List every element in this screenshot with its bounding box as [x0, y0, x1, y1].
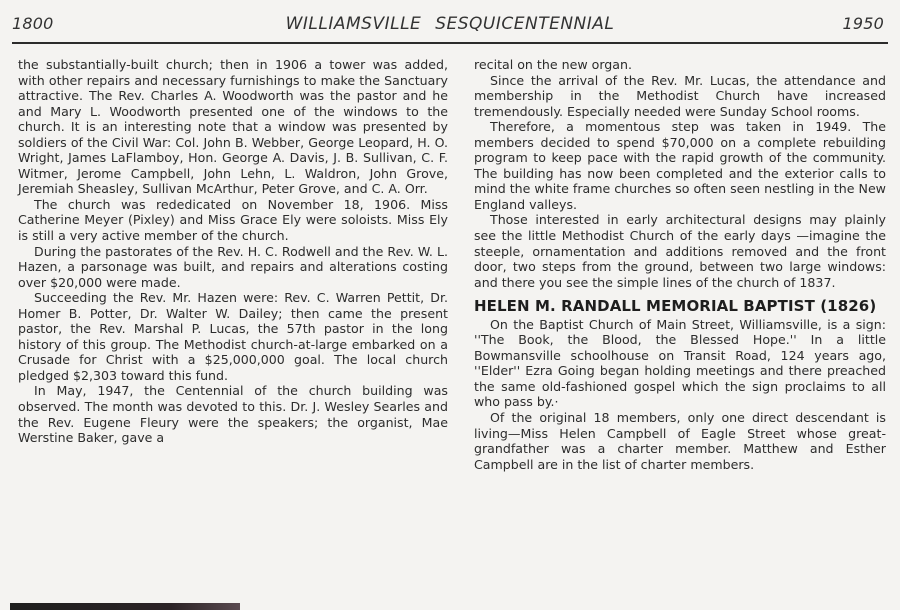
paragraph: In May, 1947, the Centennial of the church building was observed. The month was devoted to this. Dr. J. Wesley Searles and the Rev. Eugene Fleury were the speakers; the organist, Mae Werstine Baker, gave a: [18, 383, 448, 446]
header-rule: [12, 42, 888, 44]
header-year-start: 1800: [12, 14, 54, 33]
left-column: [18, 57, 448, 446]
paragraph: Succeeding the Rev. Mr. Hazen were: Rev. C. Warren Pettit, Dr. Homer B. Potter, Dr. Walter W. Dailey; then came the present pastor, the Rev. Marshal P. Lucas, the 57th pastor in the long history of this group. The Methodist church-at-large embarked on a Crusade for Christ with a $25,000,000 goal. The local church pledged $2,303 toward this fund.: [18, 290, 448, 383]
paragraph: Therefore, a momentous step was taken in 1949. The members decided to spend $70,000 on a complete rebuilding program to keep pace with the rapid growth of the community. The building has now been completed and the exterior calls to mind the white frame churches so often seen nestling in the New England valleys.: [474, 119, 886, 212]
paragraph: The church was rededicated on November 18, 1906. Miss Catherine Meyer (Pixley) and Miss Grace Ely were soloists. Miss Ely is still a very active member of the church.: [18, 196, 448, 244]
section-heading: HELEN M. RANDALL MEMORIAL BAPTIST (1826): [474, 297, 877, 316]
bottom-edge-strip: [10, 603, 240, 610]
paragraph: Since the arrival of the Rev. Mr. Lucas, the attendance and membership in the Methodist Church have increased tremendously. Especially needed were Sunday School rooms.: [474, 72, 886, 119]
paragraph: the substantially-built church; then in 1906 a tower was added, with other repairs and necessary furnishings to make the Sanctuary attractive. The Rev. Charles A. Woodworth was the pastor and he and Mary L. Woodworth presented one of the windows to the church. It is an interesting note that a window was presented by soldiers of the Civil War: Col. John B. Webber, George Leopard, H. O. Wright, James LaFlamboy, Hon. George A. Davis, J. B. Sullivan, C. F. Witmer, Jerome Campbell, John Lehn, L. Waldron, John Grove, Jeremiah Sheasley, Sullivan McArthur, Peter Grove, and C. A. Orr.: [18, 57, 448, 197]
header-title: WILLIAMSVILLE SESQUICENTENNIAL: [285, 14, 615, 34]
page-header: [12, 10, 888, 46]
paragraph: During the pastorates of the Rev. H. C. Rodwell and the Rev. W. L. Hazen, a parsonage was built, and repairs and alterations costing over $20,000 were made.: [18, 243, 448, 290]
paragraph: On the Baptist Church of Main Street, Williamsville, is a sign: ''The Book, the Blood, the Blessed Hope.'' In a little Bowmansville schoolhouse on Transit Road, 124 years ago, ''Elder'' Ezra Going began holding meetings and there preached the same old-fashioned gospel which the sign proclaims to all who pass by.·: [474, 316, 886, 410]
paragraph: Of the original 18 members, only one direct descendant is living—Miss Helen Campbell of Eagle Street whose great-grandfather was a charter member. Matthew and Esther Campbell are in the list of charter members.: [474, 410, 886, 472]
right-column: [474, 57, 886, 472]
header-year-end: 1950: [842, 14, 884, 33]
paragraph: Those interested in early architectural designs may plainly see the little Methodist Church of the early days —imagine the steeple, ornamentation and additions removed and the front door, two steps from the ground, between two large windows: and there you see the simple lines of the church of 1837.: [474, 212, 886, 290]
paragraph: recital on the new organ.: [474, 57, 632, 72]
